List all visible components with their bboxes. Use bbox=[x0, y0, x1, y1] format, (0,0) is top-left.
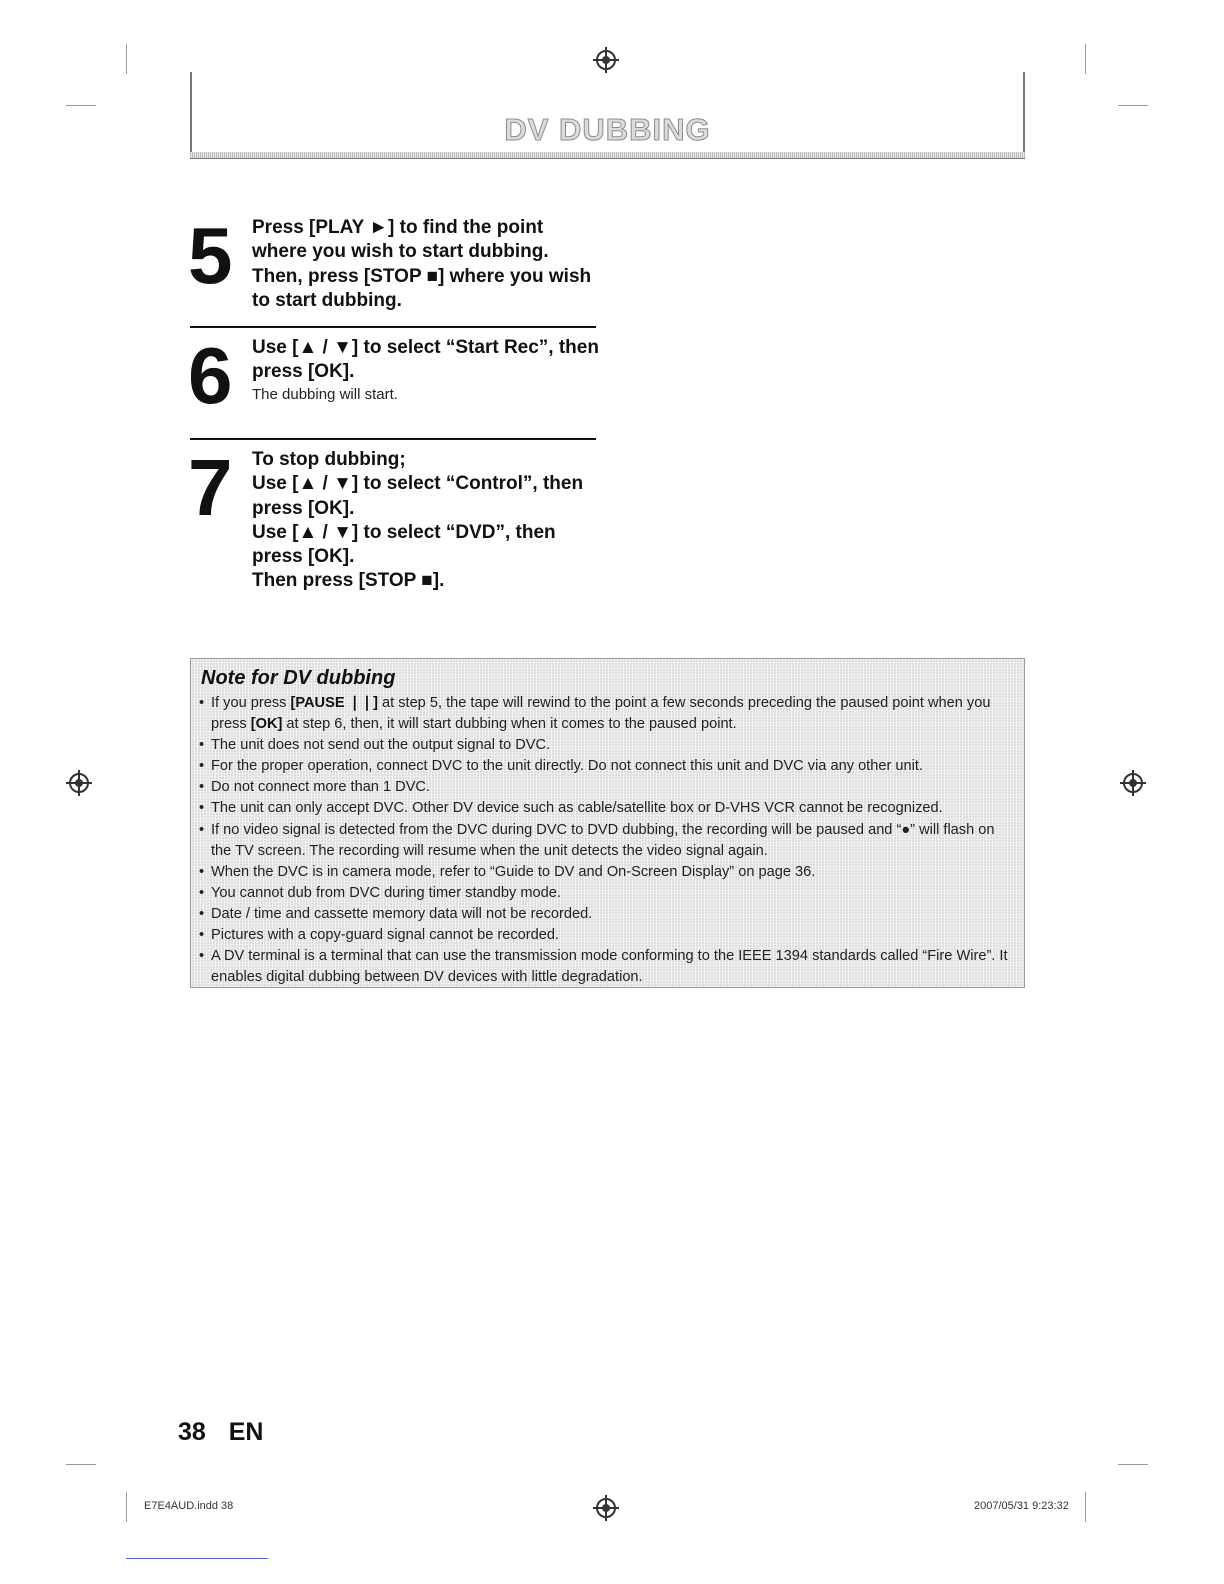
ok-button-reference: [OK] bbox=[250, 716, 283, 733]
note-item: • When the DVC is in camera mode, refer to “Guide to DV and On-Screen Display” on page 36. bbox=[199, 862, 1016, 883]
step-instruction-line: Press [PLAY ►] to find the point bbox=[252, 217, 544, 238]
step-5 bbox=[188, 211, 596, 313]
note-item bbox=[199, 693, 1016, 735]
note-item: • You cannot dub from DVC during timer standby mode. bbox=[199, 883, 1016, 904]
step-instruction-line: Then, press [STOP ■] where you wish bbox=[252, 265, 592, 287]
crop-mark-top-left-horizontal bbox=[66, 105, 96, 106]
crop-mark-top-right-horizontal bbox=[1118, 105, 1148, 106]
crop-mark-top-right-vertical bbox=[1085, 44, 1086, 74]
crop-mark-top-left-vertical bbox=[126, 44, 127, 74]
footer-timestamp: 2007/05/31 9:23:32 bbox=[974, 1500, 1069, 1512]
registration-mark-top-icon bbox=[596, 50, 616, 70]
step-instruction-line: Use [▲ / ▼] to select “DVD”, then bbox=[252, 521, 556, 543]
note-box bbox=[190, 658, 1025, 988]
registration-mark-right-icon bbox=[1123, 773, 1143, 793]
step-instruction-line: to start dubbing. bbox=[252, 289, 402, 311]
note-text: at step 6, then, it will start dubbing when it comes to the paused point. bbox=[282, 716, 737, 733]
step-number: 6 bbox=[188, 331, 233, 420]
note-item: • A DV terminal is a terminal that can use the transmission mode conforming to the IEEE 1394 standards called “Fire Wire”. It enables digital dubbing between DV devices with little degradation. bbox=[199, 946, 1016, 988]
note-item: • Pictures with a copy-guard signal cannot be recorded. bbox=[199, 925, 1016, 946]
step-6 bbox=[188, 331, 599, 420]
note-title: Note for DV dubbing bbox=[201, 667, 396, 689]
note-item: • For the proper operation, connect DVC to the unit directly. Do not connect this unit and DVC via any other unit. bbox=[199, 756, 1016, 777]
step-instruction-line: Use [▲ / ▼] to select “Control”, then bbox=[252, 473, 584, 495]
crop-mark-bottom-right-horizontal bbox=[1118, 1464, 1148, 1465]
step-instruction-line: press [OK]. bbox=[252, 361, 355, 383]
note-text: at step 5, the tape will rewind to the point a few seconds preceding the paused point when you press bbox=[211, 695, 991, 733]
footer-filename: E7E4AUD.indd 38 bbox=[144, 1500, 234, 1512]
crop-mark-bottom-left-horizontal bbox=[66, 1464, 96, 1465]
note-list bbox=[199, 693, 1016, 988]
crop-mark-bottom-right-vertical bbox=[1085, 1492, 1086, 1522]
blue-underline-bar bbox=[126, 1558, 268, 1559]
step-number: 5 bbox=[188, 211, 233, 300]
step-result-text: The dubbing will start. bbox=[252, 385, 398, 403]
registration-mark-left-icon bbox=[69, 773, 89, 793]
registration-mark-bottom-icon bbox=[596, 1498, 616, 1518]
step-instruction-line: press [OK]. bbox=[252, 546, 355, 568]
note-item: • If no video signal is detected from the DVC during DVC to DVD dubbing, the recording will be paused and “●” will flash on the TV screen. The recording will resume when the unit detects the video signal again. bbox=[199, 820, 1016, 862]
step-instruction-line: To stop dubbing; bbox=[252, 449, 406, 470]
note-item: • Do not connect more than 1 DVC. bbox=[199, 777, 1016, 798]
header-rule bbox=[190, 152, 1025, 159]
page-title: DV DUBBING bbox=[504, 112, 711, 147]
note-item: • The unit does not send out the output signal to DVC. bbox=[199, 735, 1016, 756]
crop-mark-bottom-left-vertical bbox=[126, 1492, 127, 1522]
note-item: • The unit can only accept DVC. Other DV device such as cable/satellite box or D-VHS VCR cannot be recognized. bbox=[199, 798, 1016, 819]
step-instruction-line: where you wish to start dubbing. bbox=[252, 241, 549, 263]
pause-button-reference: [PAUSE ❘❘] bbox=[290, 695, 378, 711]
step-divider bbox=[190, 326, 596, 328]
note-item: • Date / time and cassette memory data will not be recorded. bbox=[199, 904, 1016, 925]
step-instruction-line: press [OK]. bbox=[252, 497, 355, 519]
step-divider bbox=[190, 438, 596, 440]
note-text: If you press bbox=[211, 695, 291, 711]
step-instruction-line: Use [▲ / ▼] to select “Start Rec”, then bbox=[252, 337, 599, 358]
step-number: 7 bbox=[188, 443, 233, 532]
page-number: 38 EN bbox=[178, 1418, 264, 1446]
step-instruction-line: Then press [STOP ■]. bbox=[252, 570, 445, 592]
step-7 bbox=[188, 443, 596, 594]
